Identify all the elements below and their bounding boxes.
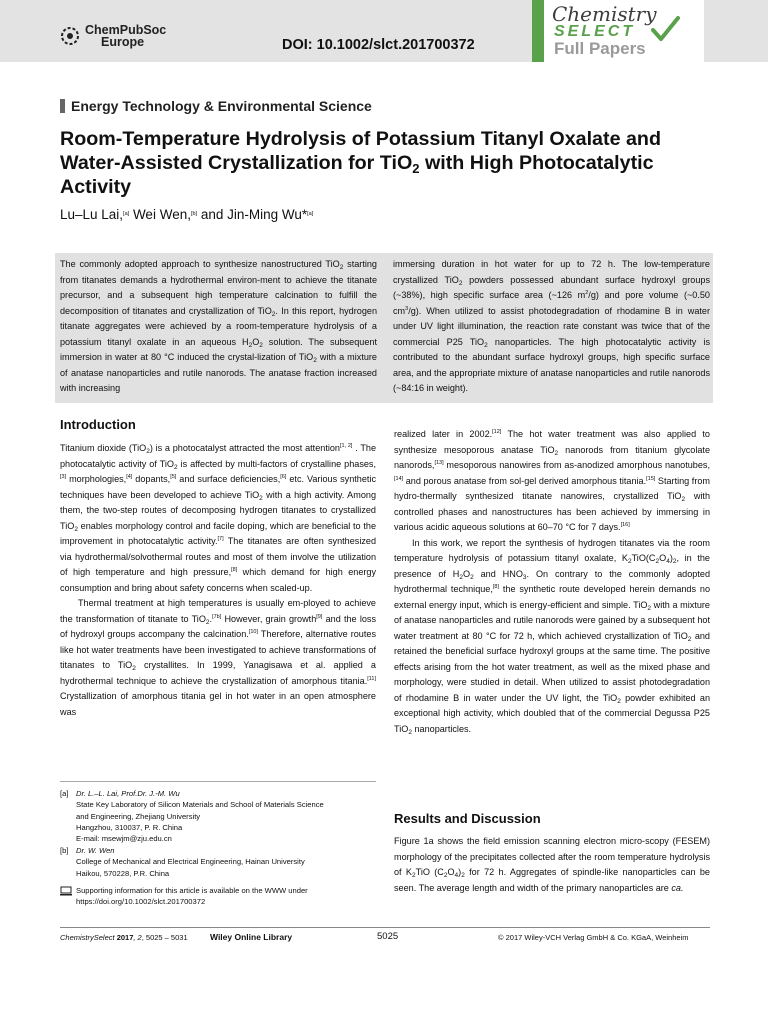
results-paragraph-1: Figure 1a shows the field emission scanning electron micro-scopy (FESEM) morphology of the precipitates collected after the room temperature hydrolysis of $K_2TiO$ $(C_2O_4)_2$ for 72 h. Aggregates of spindle-like nanoparticles can be seen. The average length and width of the primary nanoparticles are ca.: [394, 836, 710, 893]
page-header: [0, 0, 768, 62]
right-paragraph-2: In this work, we report the synthesis of hydrogen titanates via the room temperature hydrolysis of potassium titanyl oxalate, $K_2TiO(C_2O_4)_2$, in the presence of $H_2O_2$ and $HNO_3$. On contrary to the commonly adopted hydrothermal technique,[8] the synthetic route developed herein demands no external energy input, which is energy-efficient and simple. TiO$_2$ with a mixture of anatase nanoparticles and rutile nanorods were gained by a subsequent hot water treatment at 80 °C for 72 h, which achieved crystallization of TiO$_2$ and retained the beneficial surface hydroxyl groups at the same time. The positive effects arising from the hot water treatment, as well as the mixed phase and morphology, were studied in detail. When utilized to assist photodegradation of rhodamine B in water under the UV light, the TiO$_2$ powder exhibited an exceptional high activity, which doubled that of the commercial Degussa P25 TiO$_2$ nanoparticles.: [394, 537, 711, 736]
section-bar: [60, 99, 65, 113]
footnote-b: Dr. W. Wen College of Mechanical and Electrical Engineering, Hainan University Haikou, 570228, P.R. China: [76, 846, 305, 878]
brand-chemistry: Chemistry: [552, 2, 657, 26]
results-heading: Results and Discussion: [394, 811, 541, 826]
supporting-info-note: Supporting information for this article is available on the WWW under https://doi.org/10.1002/slct.201700372: [76, 886, 308, 907]
brand-select: SELECT: [554, 23, 636, 40]
chempubsoc-star-icon: [58, 24, 82, 48]
section-label-text: Energy Technology & Environmental Science: [71, 98, 372, 114]
footer-citation: ChemistrySelect 2017, 2, 5025 – 5031: [60, 933, 188, 942]
section-label: [60, 98, 372, 114]
page-number: 5025: [377, 931, 399, 942]
footer-rule: [60, 927, 710, 928]
abstract-right-column: immersing duration in hot water for up to 72 h. The low-temperature crystallized TiO$_2$ powders possessed abundant surface hydroxyl groups (~38%), high specific surface area (~126 $m^2/g$) and pore volume (~0.50 $cm^3/g$). When utilized to assist photodegradation of rhodamine B in water under UV light illumination, the reaction rate constant was twice that of the commercial P25 TiO$_2$ nanoparticles. The high photocatalytic activity is contributed to the abundant surface hydroxyl groups, high specific surface area, and the appropriate mixture of anatase nanoparticles and rutile nanorods (~84:16 in weight).: [393, 259, 710, 394]
introduction-body: [60, 441, 376, 720]
journal-brand: [532, 0, 704, 62]
supporting-info-icon: [60, 886, 72, 896]
brand-full-papers: Full Papers: [554, 39, 646, 58]
footnote-a-label: [a]: [60, 789, 69, 798]
right-paragraph-1: realized later in 2002.[12] The hot water treatment was also applied to synthesize mesoporous anatase TiO$_2$ nanorods from titanium glycolate nanorods,[13] mesoporous nanowires from as-anodized amorphous nanotubes,[14] and porous anatase from sol-gel derived amorphous titania.[15] Starting from hydro-thermally synthesized titanate nanowires, crystallized TiO$_2$ with controlled phases and nanostructures has been achieved by immersing in various acidic aqueous solutions at 60–70 °C for 7 days.[16]: [394, 429, 711, 532]
footnote-rule: [60, 781, 376, 782]
intro-paragraph-1: Titanium dioxide (TiO$_2$) is a photocatalyst attracted the most attention[1, 2] . The photocatalytic activity of TiO$_2$ is affected by multi-factors of crystalline phases,[3] morphologies,[4] dopants,[5] and surface deficiencies,[6] etc. Various synthetic techniques have been developed to achieve TiO$_2$ with a high activity. Among them, the two-step routes of decomposing hydrogen titanates to crystallized TiO$_2$ enables morphology control and facile doping, which are beneficial to the improvement in photocatalytic activity.[7] The titanates are often synthesized via hydrothermal/solvothermal routes and most of them involve the utilization of high temperature and high pressure,[8] which demand for high energy consumption and bring about safety concerns when scaled-up.: [60, 443, 377, 593]
intro-paragraph-2: Thermal treatment at high temperatures is usually em-ployed to achieve the transformation of titanate to TiO$_2$.[7b] However, grain growth[9] and the loss of hydroxyl groups accompany the calcination.[10] Therefore, alternative routes like hot water treatments have been investigated to achieve transformations of titanates to TiO$_2$ crystallites. In 1999, Yanagisawa et al. applied a hydrothermal technique to achieve the crystallization of amorphous titania.[11] Crystallization of amorphous titania gel in hot water in an open atmosphere was: [60, 598, 376, 717]
results-body: [394, 834, 710, 896]
supporting-info-link[interactable]: https://doi.org/10.1002/slct.201700372: [76, 897, 206, 907]
right-column-body: [394, 427, 710, 737]
footnote-a: Dr. L.–L. Lai, Prof.Dr. J.-M. Wu State Key Laboratory of Silicon Materials and School of Materials Science and Engineering, Zhejiang University Hangzhou, 310037, P. R. China E-mail: msewjm@zju.edu.cn: [76, 789, 324, 844]
abstract-box: [55, 253, 713, 403]
author-list: Lu–Lu Lai,[a] Wei Wen,[b] and Jin-Ming Wu*[a]: [60, 207, 314, 222]
abstract-left-column: The commonly adopted approach to synthesize nanostructured TiO$_2$ starting from titanates demands a hydrothermal environ-ment to achieve the titanate precursor, and a subsequent high temperature calcination to fulfill the decomposition of titanates and crystallization of TiO$_2$. In this report, hydrogen titanate aggregates were achieved by a room-temperature hydrolysis of a potassium titanyl oxalate in an aqueous $H_2O_2$ solution. The subsequent immersion in water at 80 °C induced the crystal-lization of TiO$_2$ with a mixture of anatase nanoparticles and rutile nanorods. The anatase fraction increased with increasing: [60, 259, 377, 394]
introduction-heading: Introduction: [60, 417, 136, 432]
chempubsoc-logo: [58, 24, 166, 48]
copyright: © 2017 Wiley-VCH Verlag GmbH & Co. KGaA, Weinheim: [498, 933, 689, 942]
article-title: Room-Temperature Hydrolysis of Potassium Titanyl Oxalate and Water-Assisted Crystallization for TiO$_2$ with High Photocatalytic Activity: [60, 128, 661, 198]
checkmark-icon: [650, 14, 680, 44]
wiley-online-library[interactable]: Wiley Online Library: [210, 932, 293, 942]
brand-stripe: [532, 0, 544, 62]
publisher-name: ChemPubSoc Europe: [85, 23, 167, 49]
doi-text: DOI: 10.1002/slct.201700372: [282, 37, 475, 53]
footnote-b-label: [b]: [60, 846, 69, 855]
